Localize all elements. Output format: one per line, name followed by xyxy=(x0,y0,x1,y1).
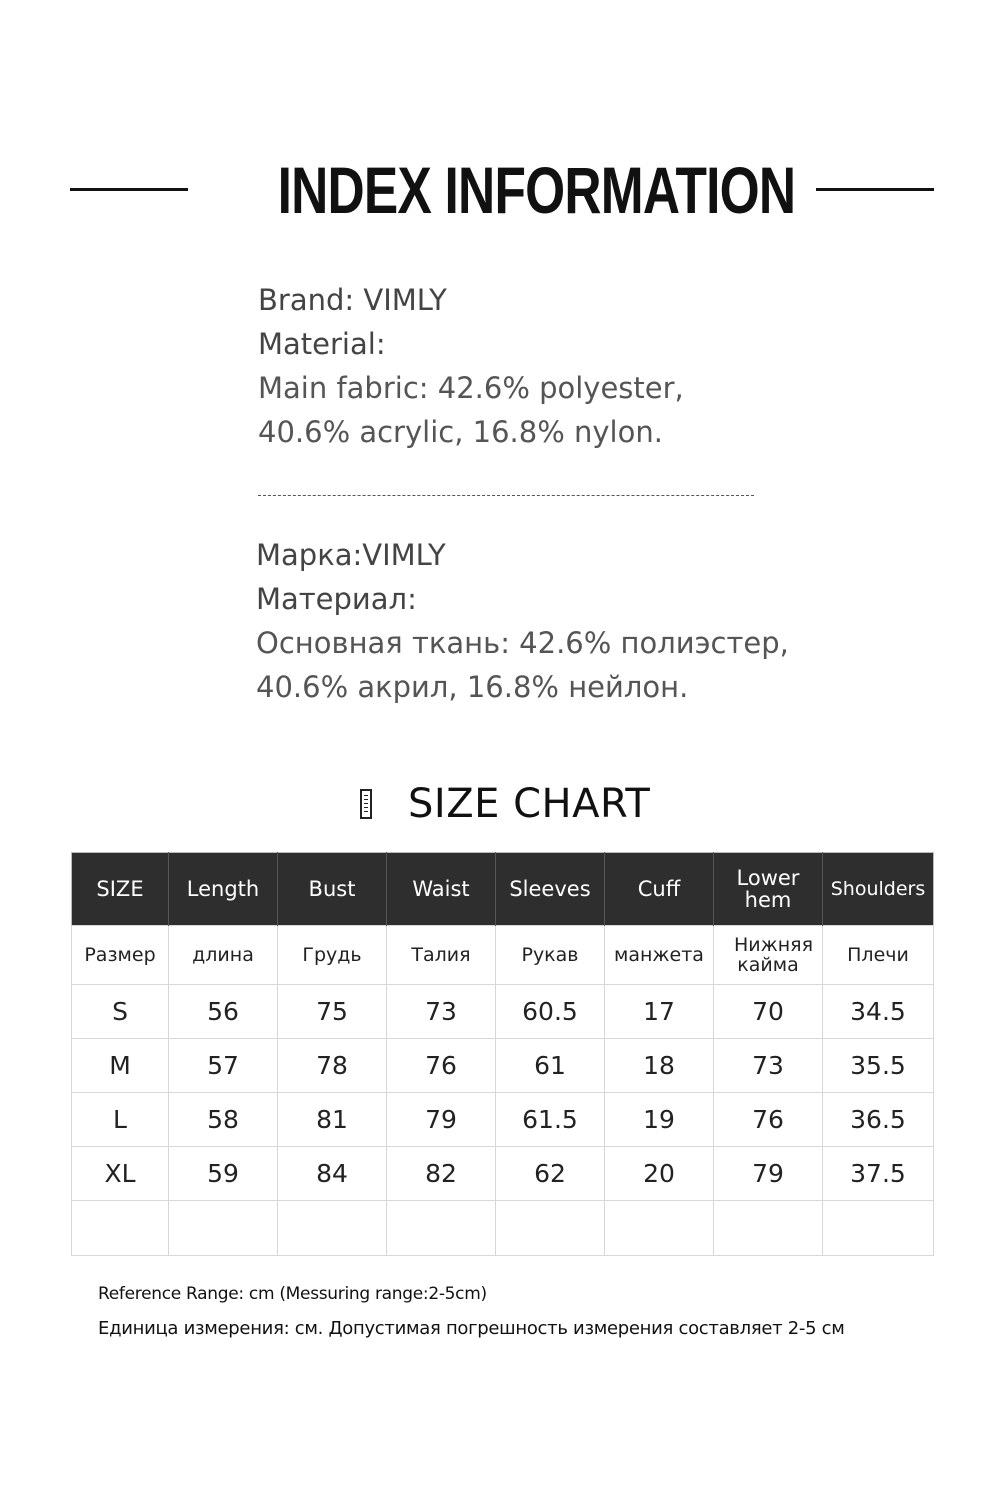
length-cell: 58 xyxy=(169,1093,278,1147)
brand-line-ru xyxy=(256,533,789,577)
table-row xyxy=(72,1093,934,1147)
table-row xyxy=(72,985,934,1039)
brand-label: Brand: xyxy=(258,283,355,317)
dashed-divider xyxy=(258,495,754,496)
shoulders-cell: 37.5 xyxy=(823,1147,934,1201)
column-header-length: Length xyxy=(169,853,278,926)
material-line-2: 40.6% acrylic, 16.8% nylon. xyxy=(258,415,663,449)
table-row xyxy=(72,1147,934,1201)
size-chart-title: SIZE CHART xyxy=(408,781,651,827)
column-header-ru-cuff: манжета xyxy=(605,926,714,985)
size-cell: L xyxy=(72,1093,169,1147)
bust-cell: 78 xyxy=(278,1039,387,1093)
column-header-sleeves: Sleeves xyxy=(496,853,605,926)
shoulders-cell: 35.5 xyxy=(823,1039,934,1093)
sleeves-cell: 61 xyxy=(496,1039,605,1093)
brand-value: VIMLY xyxy=(363,283,447,317)
column-header-ru-lower-hem: Нижняя кайма xyxy=(714,926,823,985)
column-header-bust: Bust xyxy=(278,853,387,926)
brand-line xyxy=(258,278,684,322)
bust-cell: 81 xyxy=(278,1093,387,1147)
empty-cell xyxy=(605,1201,714,1256)
length-cell: 59 xyxy=(169,1147,278,1201)
column-header-ru-waist: Талия xyxy=(387,926,496,985)
sleeves-cell: 62 xyxy=(496,1147,605,1201)
column-header-ru-bust: Грудь xyxy=(278,926,387,985)
shoulders-cell: 34.5 xyxy=(823,985,934,1039)
waist-cell: 82 xyxy=(387,1147,496,1201)
column-header-shoulders: Shoulders xyxy=(823,853,934,926)
title-rule-left xyxy=(70,188,188,191)
index-information-header xyxy=(0,150,1000,230)
column-header-ru-length: длина xyxy=(169,926,278,985)
sleeves-cell: 61.5 xyxy=(496,1093,605,1147)
ruler-icon xyxy=(360,789,372,819)
waist-cell: 76 xyxy=(387,1039,496,1093)
column-header-waist: Waist xyxy=(387,853,496,926)
cuff-cell: 18 xyxy=(605,1039,714,1093)
empty-cell xyxy=(278,1201,387,1256)
size-chart-heading xyxy=(360,776,650,832)
brand-label-ru: Марка: xyxy=(256,538,363,572)
lower-hem-cell: 76 xyxy=(714,1093,823,1147)
product-info-english xyxy=(258,278,684,454)
table-header-row-russian xyxy=(72,926,934,985)
size-cell: XL xyxy=(72,1147,169,1201)
empty-cell xyxy=(496,1201,605,1256)
shoulders-cell: 36.5 xyxy=(823,1093,934,1147)
size-cell: M xyxy=(72,1039,169,1093)
bust-cell: 75 xyxy=(278,985,387,1039)
sleeves-cell: 60.5 xyxy=(496,985,605,1039)
column-header-ru-sleeves: Рукав xyxy=(496,926,605,985)
lower-hem-cell: 79 xyxy=(714,1147,823,1201)
lower-hem-cell: 73 xyxy=(714,1039,823,1093)
cuff-cell: 17 xyxy=(605,985,714,1039)
waist-cell: 79 xyxy=(387,1093,496,1147)
material-label-ru: Материал: xyxy=(256,582,417,616)
product-info-russian xyxy=(256,533,789,709)
empty-cell xyxy=(169,1201,278,1256)
material-line-1-ru: Основная ткань: 42.6% полиэстер, xyxy=(256,626,789,660)
column-header-lower-hem: Lower hem xyxy=(714,853,823,926)
material-line-2-ru: 40.6% акрил, 16.8% нейлон. xyxy=(256,670,689,704)
size-chart-table xyxy=(71,852,934,1256)
length-cell: 57 xyxy=(169,1039,278,1093)
empty-cell xyxy=(387,1201,496,1256)
lower-hem-cell: 70 xyxy=(714,985,823,1039)
title-rule-right xyxy=(816,188,934,191)
footnote-english: Reference Range: cm (Messuring range:2-5cm) xyxy=(98,1284,487,1304)
empty-cell xyxy=(72,1201,169,1256)
empty-cell xyxy=(823,1201,934,1256)
size-cell: S xyxy=(72,985,169,1039)
material-label: Material: xyxy=(258,327,386,361)
bust-cell: 84 xyxy=(278,1147,387,1201)
length-cell: 56 xyxy=(169,985,278,1039)
waist-cell: 73 xyxy=(387,985,496,1039)
column-header-ru-shoulders: Плечи xyxy=(823,926,934,985)
cuff-cell: 19 xyxy=(605,1093,714,1147)
column-header-ru-size: Размер xyxy=(72,926,169,985)
table-row-empty xyxy=(72,1201,934,1256)
material-line-1: Main fabric: 42.6% polyester, xyxy=(258,371,684,405)
empty-cell xyxy=(714,1201,823,1256)
table-header-row xyxy=(72,853,934,926)
footnote-russian: Единица измерения: см. Допустимая погрешность измерения составляет 2-5 см xyxy=(98,1318,845,1339)
page-title: INDEX INFORMATION xyxy=(277,153,796,227)
table-row xyxy=(72,1039,934,1093)
column-header-size: SIZE xyxy=(72,853,169,926)
brand-value-ru: VIMLY xyxy=(362,538,446,572)
cuff-cell: 20 xyxy=(605,1147,714,1201)
column-header-cuff: Cuff xyxy=(605,853,714,926)
